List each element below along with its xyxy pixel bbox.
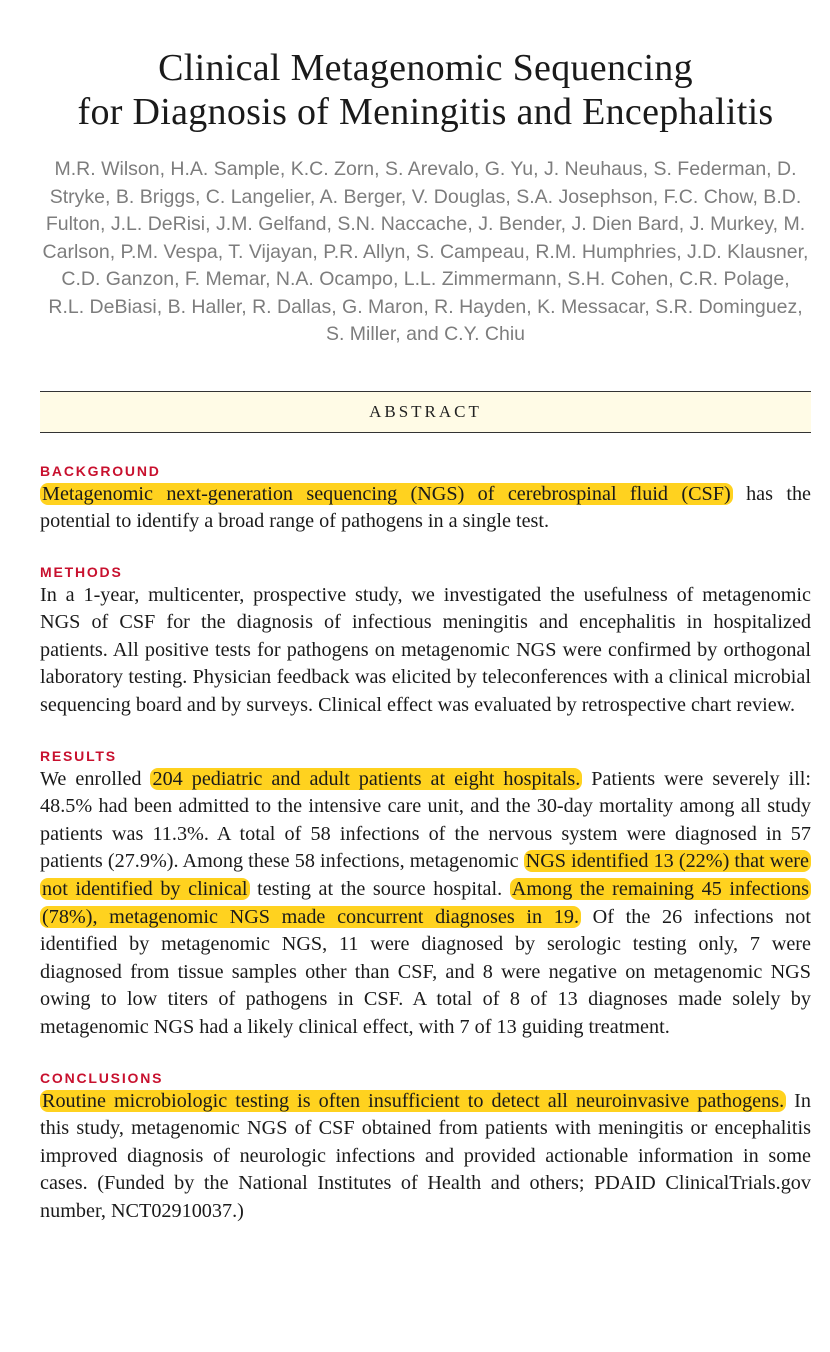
section-heading: BACKGROUND: [40, 462, 161, 479]
section-body: [40, 481, 811, 536]
body-text: testing at the source hospital.: [249, 878, 510, 901]
section-results: [40, 748, 811, 1042]
body-text: Patients were severely ill: 48.5% had been admitted to the intensive care unit, and the 30-day mortality among all study patients was 11.3%. A total of 58 infections of the nervous system were diagnosed in 57 patients (27.9%). Among these 58 infections, metagenomic: [40, 767, 811, 873]
section-heading: METHODS: [40, 563, 123, 580]
section-conclusions: [40, 1070, 811, 1226]
abstract-header: [40, 391, 811, 433]
section-background: [40, 463, 811, 536]
title-line-2: for Diagnosis of Meningitis and Encephalitis: [77, 91, 774, 133]
highlighted-text: Routine microbiologic testing is often insufficient to detect all neuroinvasive pathogens.: [42, 1089, 785, 1112]
section-body: [40, 582, 811, 720]
body-text: has the potential to identify a broad range of pathogens in a single test.: [40, 482, 812, 533]
body-text: In a 1-year, multicenter, prospective study, we investigated the usefulness of metagenomic NGS of CSF for the diagnosis of infectious meningitis and encephalitis in hospitalized patients. All positive tests for pathogens on metagenomic NGS were confirmed by orthogonal laboratory testing. Physician feedback was elicited by teleconferences with a clinical microbial sequencing board and by surveys. Clinical effect was evaluated by retrospective chart review.: [40, 583, 811, 717]
section-methods: [40, 564, 811, 720]
body-text: We enrolled: [40, 767, 151, 790]
article-page: [40, 40, 811, 1226]
section-body: [40, 1088, 811, 1226]
title-line-1: Clinical Metagenomic Sequencing: [158, 47, 693, 89]
highlighted-text: Among the remaining 45 infections (78%), metagenomic NGS made concurrent diagnoses in 19.: [42, 878, 809, 928]
body-text: Of the 26 infections not identified by metagenomic NGS, 11 were diagnosed by serologic testing only, 7 were diagnosed from tissue samples other than CSF, and 8 were negative on metagenomic NGS owing to low titers of pathogens in CSF. A total of 8 of 13 diagnoses made solely by metagenomic NGS had a likely clinical effect, with 7 of 13 guiding treatment.: [40, 905, 811, 1038]
section-body: [40, 766, 811, 1042]
section-heading: CONCLUSIONS: [40, 1069, 164, 1086]
highlighted-text: Metagenomic next-generation sequencing (NGS) of cerebrospinal fluid (CSF): [42, 482, 731, 505]
article-title: [40, 46, 811, 134]
highlighted-text: NGS identified 13 (22%) that were not identified by clinical: [42, 850, 809, 901]
body-text: In this study, metagenomic NGS of CSF obtained from patients with meningitis or encephalitis improved diagnosis of neurologic infections and provided actionable information in some cases. (Funded by the National Institutes of Health and others; PDAID ClinicalTrials.gov number, NCT02910037.): [40, 1089, 811, 1222]
highlighted-text: 204 pediatric and adult patients at eight hospitals.: [152, 767, 581, 790]
abstract-label: ABSTRACT: [369, 401, 482, 421]
author-list: M.R. Wilson, H.A. Sample, K.C. Zorn, S. Arevalo, G. Yu, J. Neuhaus, S. Federman, D. Stryke, B. Briggs, C. Langelier, A. Berger, V. Douglas, S.A. Josephson, F.C. Chow, B.D. Fulton, J.L. DeRisi, J.M. Gelfand, S.N. Naccache, J. Bender, J. Dien Bard, J. Murkey, M. Carlson, P.M. Vespa, T. Vijayan, P.R. Allyn, S. Campeau, R.M. Humphries, J.D. Klausner, C.D. Ganzon, F. Memar, N.A. Ocampo, L.L. Zimmermann, S.H. Cohen, C.R. Polage, R.L. DeBiasi, B. Haller, R. Dallas, G. Maron, R. Hayden, K. Messacar, S.R. Dominguez, S. Miller, and C.Y. Chiu: [42, 158, 809, 345]
section-heading: RESULTS: [40, 747, 117, 764]
